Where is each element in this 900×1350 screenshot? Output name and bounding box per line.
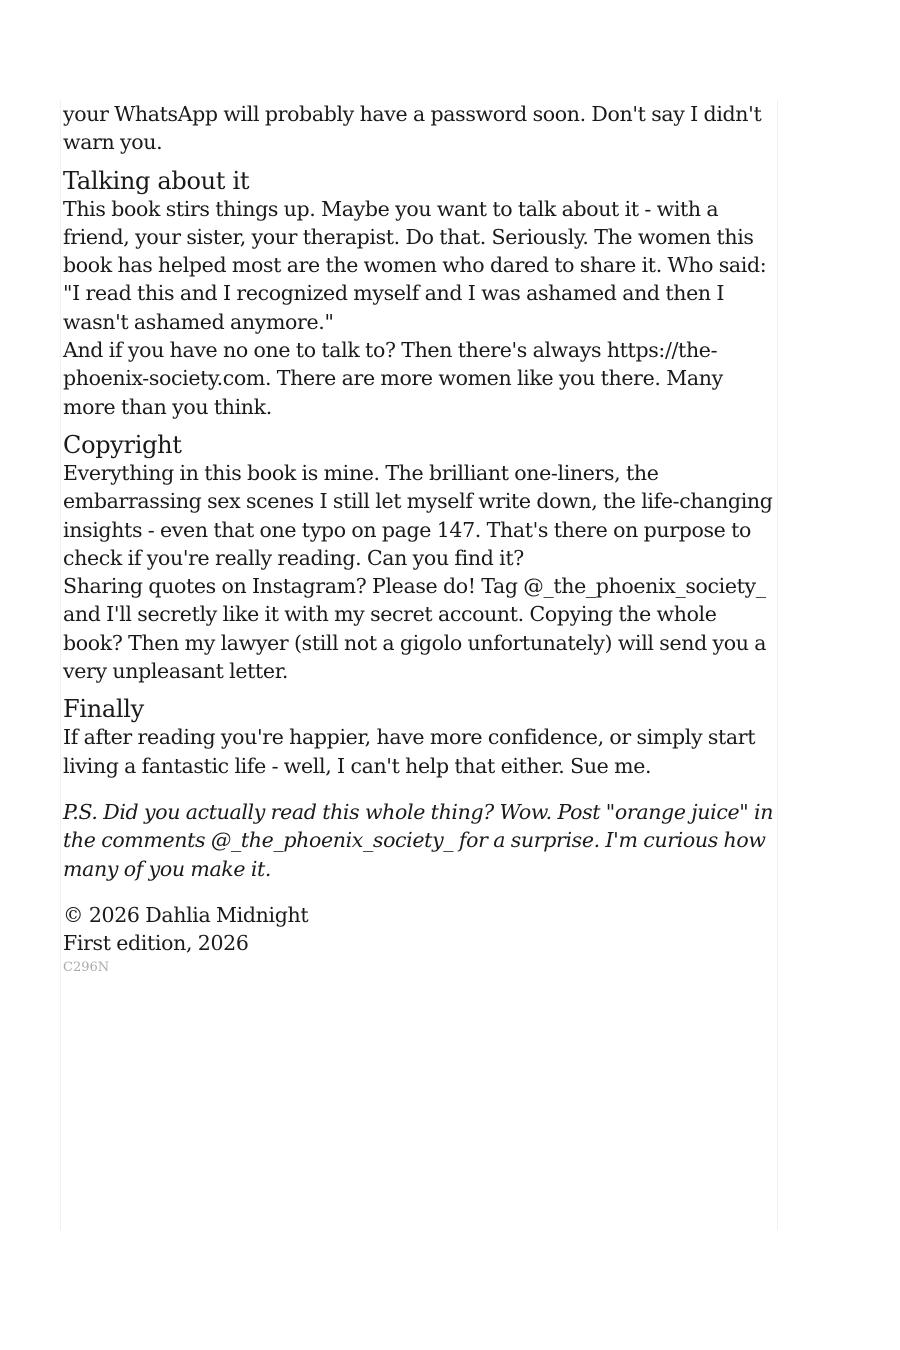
print-code: C296N (63, 960, 110, 976)
section-talking-about-it (63, 167, 777, 421)
talking-paragraph-1: This book stirs things up. Maybe you want to talk about it - with a friend, your sister, your therapist. Do that. Seriously. The women this book has helped most are the women who dared to share it. Who said: "I read this and I recognized myself and I was ashamed and then I wasn't ashamed anymore." (63, 196, 767, 334)
edition-line: First edition, 2026 (63, 931, 249, 956)
book-page (60, 100, 778, 1230)
section-heading-talking: Talking about it (63, 166, 250, 195)
copyright-line: © 2026 Dahlia Midnight (63, 902, 309, 927)
copyright-paragraph-1: Everything in this book is mine. The brilliant one-liners, the embarrassing sex scenes I still let myself write down, the life-changing insights - even that one typo on page 147. That's there on purpose to check if you're really reading. Can you find it? (63, 460, 773, 570)
section-finally (63, 695, 777, 780)
section-copyright (63, 431, 777, 685)
finally-paragraph: If after reading you're happier, have more confidence, or simply start living a fantastic life - well, I can't help that either. Sue me. (63, 725, 756, 778)
section-heading-finally: Finally (63, 695, 144, 724)
intro-paragraph: your WhatsApp will probably have a password soon. Don't say I didn't warn you. (63, 102, 762, 155)
postscript: P.S. Did you actually read this whole thing? Wow. Post "orange juice" in the comments @_the_phoenix_society_ for a surprise. I'm curious how many of you make it. (63, 799, 774, 881)
copyright-notice (63, 901, 777, 978)
copyright-paragraph-2: Sharing quotes on Instagram? Please do! Tag @_the_phoenix_society_ and I'll secretly like it with my secret account. Copying the whole book? Then my lawyer (still not a gigolo unfortunately) will send you a very unpleasant letter. (63, 574, 767, 684)
section-heading-copyright: Copyright (63, 430, 182, 459)
talking-paragraph-2: And if you have no one to talk to? Then there's always https://the-phoenix-society.com. There are more women like you there. Many more than you think. (63, 338, 723, 419)
